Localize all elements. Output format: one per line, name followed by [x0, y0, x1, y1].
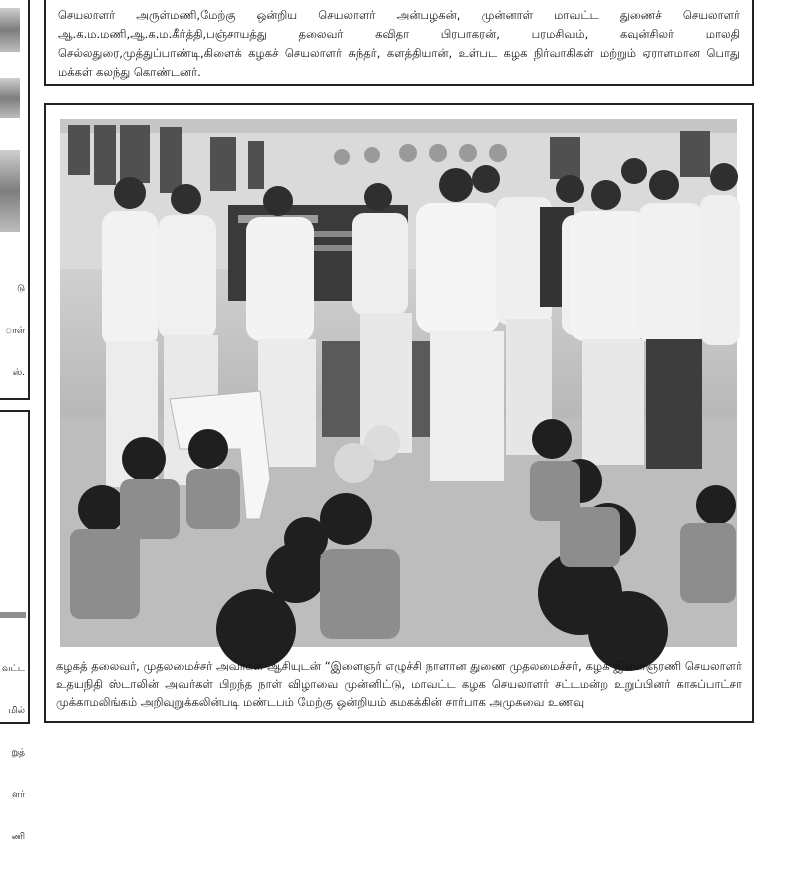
left-divider-bar — [0, 612, 26, 618]
left-article-box — [0, 0, 30, 400]
left-text-line: ாள் — [5, 326, 25, 336]
event-photo — [60, 119, 737, 647]
left-text-line: ஸ். — [12, 368, 25, 378]
left-article-photo-middle — [0, 78, 20, 118]
left-article-photo-bottom — [0, 150, 20, 232]
left-text-line: மில் — [8, 706, 25, 716]
left-article-text-lower — [2, 634, 25, 872]
left-text-line: டு — [16, 284, 25, 294]
event-photo-illustration — [60, 119, 737, 647]
left-text-line: ணி — [11, 832, 25, 842]
left-text-line: றுத் — [11, 748, 25, 758]
left-text-line: ளர் — [12, 790, 25, 800]
photo-article-box — [44, 103, 754, 723]
photo-caption: கழகத் தலைவர், முதலமைச்சர் அவர்கள் ஆசியுடன் “இளைஞர் எழுச்சி நாளான துணை முதலமைச்சர், கழக இளைஞரணி செயலாளர் உதயநிதி ஸ்டாலின் அவர்கள் பிறந்த நாள் விழாவை முன்னிட்டு, மாவட்ட கழக செயலாளர் சட்டமன்ற உறுப்பினர் காசுப்பாட்சா முக்காமலிங்கம் அறிவுறுக்கலின்படி மண்டபம் மேற்கு ஒன்றியம் கமகக்கின் சார்பாக அமுகவை உணவு — [56, 659, 742, 709]
left-text-line: வட்ட — [2, 664, 25, 674]
article-text-box — [44, 0, 754, 86]
article-paragraph: செயலாளர் அருள்மணி,மேற்கு ஒன்றிய செயலாளர் அன்பழகன், முன்னாள் மாவட்ட துணைச் செயலாளர் ஆ.க.ம.மணி,ஆ.க.ம.கீர்த்தி,பஞ்சாயத்து தலைவர் கவிதா பிரபாகரன், பரமசிவம், கவுன்சிலர் மாலதி செல்லதுரை,முத்துப்பாண்டி,கிளைக் கழகச் செயலாளர் சுந்தர், களத்தியான், உள்பட கழக நிர்வாகிகள் மற்றும் ஏராளமான பொது மக்கள் கலந்து கொண்டனர். — [58, 8, 740, 79]
left-article-box-lower — [0, 410, 30, 842]
left-article-photo-top — [0, 8, 20, 52]
left-column — [0, 0, 30, 842]
